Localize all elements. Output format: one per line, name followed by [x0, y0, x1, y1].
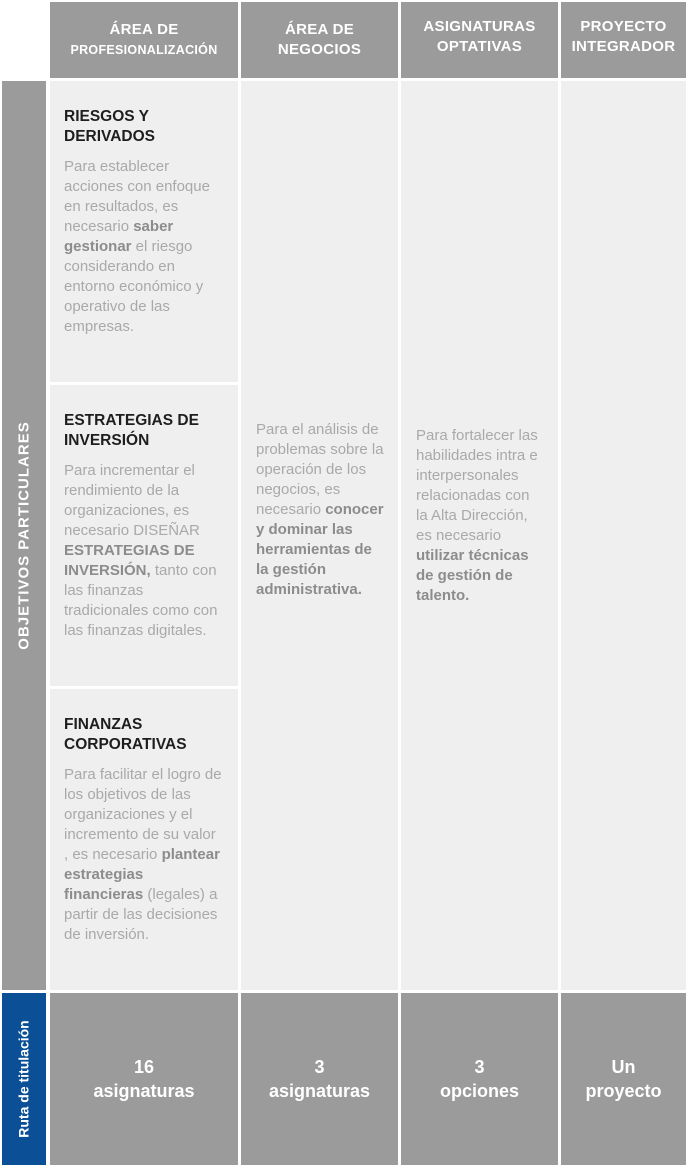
footer-unit: proyecto: [585, 1081, 662, 1101]
footer-proyecto-count: [561, 993, 686, 1165]
header-label: ASIGNATURAS: [423, 18, 536, 35]
header-proyecto-integrador: [561, 2, 686, 78]
header-asignaturas-optativas: [401, 2, 558, 78]
header-label: OPTATIVAS: [436, 38, 523, 55]
cell-asignaturas-optativas: [401, 81, 558, 990]
footer-unit: opciones: [439, 1081, 519, 1101]
card-riesgos-derivados: [50, 81, 238, 382]
card-title: FINANZAS CORPORATIVAS: [64, 716, 187, 753]
header-label: INTEGRADOR: [571, 38, 676, 55]
card-title: RIESGOS Y DERIVADOS: [64, 108, 156, 145]
header-area-profesionalizacion: [50, 2, 238, 78]
cell-description: Para fortalecer las habilidades intra e interpersonales relacionadas con la Alta Dirección, es necesario utilizar técnicas de gestión de talento.: [416, 427, 538, 604]
side-label-objetivos: [2, 81, 46, 990]
footer-unit: asignaturas: [268, 1081, 371, 1101]
footer-optativas-count: [401, 993, 558, 1165]
card-finanzas-corporativas: [50, 689, 238, 990]
footer-profesionalizacion-count: [50, 993, 238, 1165]
header-label: PROFESIONALIZACIÓN: [70, 43, 218, 57]
card-description: Para facilitar el logro de los objetivos de las organizaciones y el incremento de su valor , es necesario plantear estrategias financieras (legales) a partir de las decisiones de inversión.: [64, 766, 222, 943]
side-label-text: Ruta de titulación: [16, 1020, 33, 1138]
cell-description: Para el análisis de problemas sobre la operación de los negocios, es necesario conocer y dominar las herramientas de la gestión administrativa.: [256, 421, 384, 598]
footer-negocios-count: [241, 993, 398, 1165]
header-area-negocios: [241, 2, 398, 78]
header-label: ÁREA DE: [109, 21, 179, 38]
side-label-text: OBJETIVOS PARTICULARES: [15, 421, 33, 650]
footer-number: 16: [133, 1057, 154, 1077]
header-label: ÁREA DE: [284, 21, 355, 38]
card-estrategias-inversion: [50, 385, 238, 686]
cell-proyecto-integrador: [561, 81, 686, 990]
cell-area-negocios: [241, 81, 398, 990]
card-title: ESTRATEGIAS DE INVERSIÓN: [64, 412, 199, 449]
footer-unit: asignaturas: [93, 1081, 195, 1101]
header-label: PROYECTO: [580, 18, 667, 35]
card-description: Para incrementar el rendimiento de la organizaciones, es necesario DISEÑAR ESTRATEGIAS DE INVERSIÓN, tanto con las finanzas tradicionales como con las finanzas digitales.: [64, 462, 218, 639]
footer-number: 3: [474, 1057, 485, 1077]
side-label-ruta: [2, 993, 46, 1165]
header-label: NEGOCIOS: [277, 41, 362, 58]
footer-number: Un: [611, 1057, 636, 1077]
card-description: Para establecer acciones con enfoque en resultados, es necesario saber gestionar el riesgo considerando en entorno económico y operativo de las empresas.: [64, 158, 210, 335]
footer-number: 3: [314, 1057, 325, 1077]
